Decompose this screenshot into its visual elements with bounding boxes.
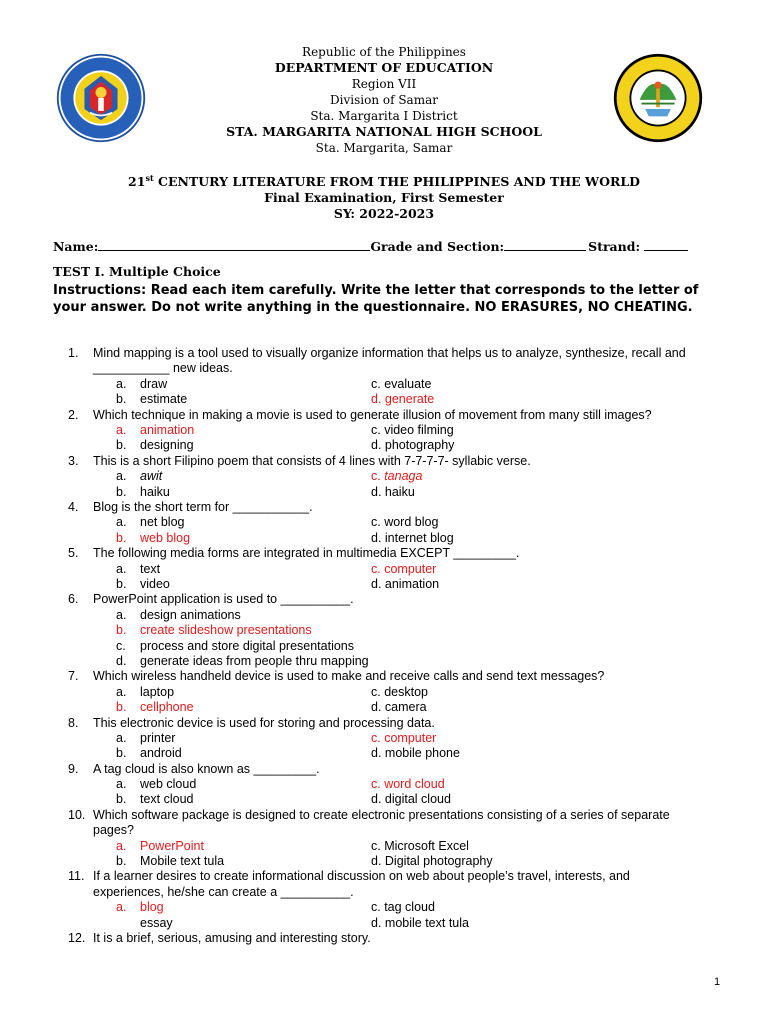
- question-item: [0, 669, 768, 715]
- header-republic: Republic of the Philippines: [302, 45, 466, 59]
- question-text: This electronic device is used for storing and processing data.: [93, 715, 435, 730]
- option-text: blog: [140, 900, 164, 915]
- option-letter: b.: [116, 438, 127, 453]
- option-text: c. video filming: [371, 423, 454, 437]
- question-text: PowerPoint application is used to __________.: [93, 592, 354, 607]
- option-text: haiku: [140, 484, 170, 499]
- option-text: d. mobile phone: [371, 746, 460, 761]
- question-number: 5.: [68, 546, 79, 561]
- option-text: c. tanaga: [371, 469, 423, 484]
- option-text: process and store digital presentations: [140, 638, 355, 653]
- option-text: web blog: [140, 530, 191, 545]
- option-text: c. word cloud: [371, 777, 445, 792]
- header-division: Division of Samar: [330, 93, 438, 107]
- question-text: Blog is the short term for ___________.: [93, 499, 313, 514]
- option-letter: a.: [116, 561, 127, 576]
- option-row: [0, 639, 768, 654]
- school-year: SY: 2022-2023: [333, 206, 435, 222]
- option-row: [0, 746, 768, 761]
- question-number: 10.: [68, 807, 86, 822]
- option-text: web cloud: [140, 777, 197, 792]
- header-department: DEPARTMENT OF EDUCATION: [274, 60, 494, 75]
- option-row: [0, 854, 768, 869]
- option-letter: a.: [116, 730, 127, 745]
- question-number: 3.: [68, 453, 79, 468]
- strand-field[interactable]: [644, 238, 688, 251]
- question-text: This is a short Filipino poem that consists of 4 lines with 7-7-7-7- syllabic verse.: [93, 453, 531, 468]
- option-letter: b.: [116, 530, 127, 545]
- option-text: d. camera: [371, 700, 427, 715]
- option-row: [0, 531, 768, 546]
- question-text: A tag cloud is also known as _________.: [93, 761, 320, 776]
- option-row: [0, 377, 768, 392]
- question-text: It is a brief, serious, amusing and interesting story.: [93, 931, 371, 946]
- option-letter: a.: [116, 838, 127, 853]
- option-letter: b.: [116, 792, 127, 807]
- option-text: c. tag cloud: [371, 900, 435, 915]
- option-text: awit: [140, 469, 163, 484]
- option-letter: a.: [116, 777, 127, 792]
- question-number: 6.: [68, 592, 79, 607]
- option-letter: a.: [116, 515, 127, 530]
- test-title: TEST I. Multiple Choice: [53, 264, 221, 279]
- question-item: [0, 931, 768, 946]
- option-text: c. evaluate: [371, 376, 432, 391]
- option-text: android: [140, 746, 182, 761]
- question-item: [0, 592, 768, 669]
- option-text: net blog: [140, 515, 185, 530]
- option-letter: b.: [116, 700, 127, 715]
- option-text: text: [140, 561, 161, 576]
- option-row: [0, 685, 768, 700]
- option-letter: b.: [116, 854, 127, 869]
- option-text: essay: [140, 915, 173, 930]
- question-number: 2.: [68, 407, 79, 422]
- option-text: c. Microsoft Excel: [371, 838, 469, 853]
- question-item: [0, 500, 768, 546]
- header-school-address: Sta. Margarita, Samar: [315, 141, 453, 155]
- question-text: The following media forms are integrated in multimedia EXCEPT _________.: [93, 546, 520, 561]
- option-text: laptop: [140, 684, 175, 699]
- option-letter: b.: [116, 392, 127, 407]
- option-letter: b.: [116, 623, 127, 638]
- question-number: 12.: [68, 931, 86, 946]
- option-row: [0, 700, 768, 715]
- option-row: [0, 623, 768, 638]
- question-text: Which software package is designed to create electronic presentations consisting of a series of separate pages?: [93, 807, 670, 838]
- question-text: Mind mapping is a tool used to visually organize information that helps us to analyze, synthesize, recall and ___________ new ideas.: [93, 346, 686, 376]
- option-letter: b.: [116, 484, 127, 499]
- option-row: [0, 900, 768, 915]
- subject-title: 21st CENTURY LITERATURE FROM THE PHILIPPINES AND THE WORLD: [128, 173, 640, 190]
- option-letter: b.: [116, 746, 127, 761]
- option-text: d. haiku: [371, 484, 415, 499]
- option-letter: a.: [116, 423, 127, 437]
- question-item: [0, 408, 768, 454]
- strand-label: Strand:: [588, 239, 641, 254]
- option-row: [0, 577, 768, 592]
- option-row: [0, 839, 768, 854]
- question-item: [0, 869, 768, 931]
- option-text: text cloud: [140, 792, 194, 807]
- option-text: d. Digital photography: [371, 854, 493, 869]
- option-letter: a.: [116, 607, 127, 622]
- question-number: 8.: [68, 715, 79, 730]
- question-number: 9.: [68, 761, 79, 776]
- option-text: animation: [140, 423, 195, 437]
- question-item: [0, 454, 768, 500]
- option-text: c. computer: [371, 561, 437, 576]
- header-school-name: STA. MARGARITA NATIONAL HIGH SCHOOL: [226, 124, 542, 139]
- option-text: printer: [140, 730, 176, 745]
- question-text: Which wireless handheld device is used to make and receive calls and send text messages?: [93, 669, 605, 684]
- question-number: 1.: [68, 346, 79, 360]
- question-list: [0, 346, 768, 946]
- option-text: video: [140, 576, 170, 591]
- option-text: d. generate: [371, 392, 435, 407]
- question-number: 4.: [68, 499, 79, 514]
- option-text: Mobile text tula: [140, 854, 225, 869]
- option-row: [0, 916, 768, 931]
- option-row: [0, 392, 768, 407]
- grade-section-label: Grade and Section:: [370, 239, 505, 254]
- option-text: design animations: [140, 607, 241, 622]
- option-row: [0, 423, 768, 438]
- header-district: Sta. Margarita I District: [310, 109, 458, 123]
- question-item: [0, 716, 768, 762]
- question-number: 7.: [68, 669, 79, 684]
- option-text: PowerPoint: [140, 838, 204, 853]
- option-letter: a.: [116, 469, 127, 484]
- grade-section-field[interactable]: [504, 238, 586, 251]
- option-row: [0, 654, 768, 669]
- question-item: [0, 346, 768, 408]
- option-row: [0, 515, 768, 530]
- student-info-line: [53, 238, 688, 254]
- option-row: [0, 469, 768, 484]
- letterhead: [0, 44, 768, 156]
- option-letter: d.: [116, 653, 127, 668]
- option-row: [0, 792, 768, 807]
- name-field[interactable]: [98, 238, 370, 251]
- page-number: 1: [714, 976, 721, 988]
- option-row: [0, 731, 768, 746]
- option-row: [0, 485, 768, 500]
- option-text: draw: [140, 376, 168, 391]
- option-text: designing: [140, 438, 194, 453]
- question-number: 11.: [68, 869, 85, 884]
- option-text: generate ideas from people thru mapping: [140, 653, 369, 668]
- question-text: Which technique in making a movie is used to generate illusion of movement from many still images?: [93, 407, 652, 422]
- question-item: [0, 808, 768, 870]
- option-text: c. desktop: [371, 684, 428, 699]
- name-label: Name:: [53, 239, 99, 254]
- option-text: d. photography: [371, 438, 455, 453]
- option-text: estimate: [140, 392, 188, 407]
- option-text: d. internet blog: [371, 530, 454, 545]
- option-letter: a.: [116, 684, 127, 699]
- header-region: Region VII: [351, 77, 417, 91]
- exam-subject-block: [0, 170, 768, 222]
- option-row: [0, 438, 768, 453]
- option-row: [0, 608, 768, 623]
- option-text: d. mobile text tula: [371, 915, 469, 930]
- option-letter: a.: [116, 376, 127, 391]
- exam-type: Final Examination, First Semester: [264, 190, 504, 206]
- option-text: cellphone: [140, 700, 194, 715]
- option-row: [0, 562, 768, 577]
- question-item: [0, 546, 768, 592]
- question-text: If a learner desires to create informational discussion on web about people’s travel, interests, and experiences, he/she can create a __________.: [93, 869, 630, 899]
- option-text: c. computer: [371, 730, 437, 745]
- option-text: c. word blog: [371, 515, 439, 530]
- option-letter: b.: [116, 576, 127, 591]
- option-letter: a.: [116, 900, 127, 915]
- option-text: create slideshow presentations: [140, 623, 312, 638]
- question-item: [0, 762, 768, 808]
- instructions: Instructions: Read each item carefully. Write the letter that corresponds to the letter of your answer. Do not write anything in the questionnaire. NO ERASURES, NO CHEATING.: [53, 283, 699, 315]
- option-text: d. digital cloud: [371, 792, 451, 807]
- option-letter: c.: [116, 638, 126, 653]
- option-row: [0, 777, 768, 792]
- option-text: d. animation: [371, 576, 440, 591]
